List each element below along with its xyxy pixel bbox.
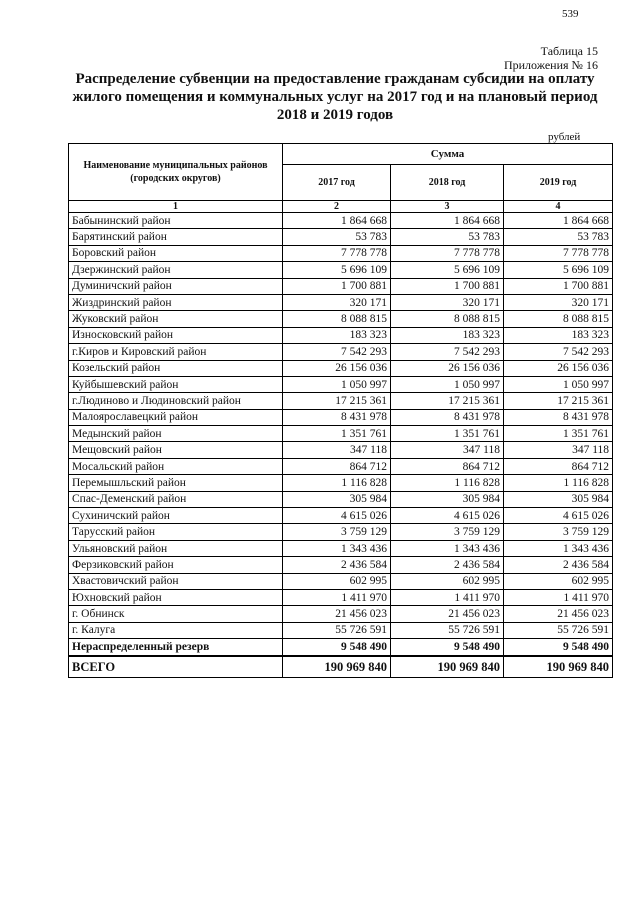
value-2017: 320 171 [283,294,391,310]
appendix-label: Приложения № 16 [503,58,598,72]
value-2019: 1 343 436 [504,540,613,556]
column-number: 2 [283,201,391,213]
value-2018: 1 411 970 [391,589,504,605]
value-2019: 2 436 584 [504,557,613,573]
value-2019: 4 615 026 [504,508,613,524]
table-row [69,442,613,458]
row-name: Мосальский район [69,458,283,474]
value-2017: 26 156 036 [283,360,391,376]
value-2019: 1 864 668 [504,213,613,229]
row-name: Спас-Деменский район [69,491,283,507]
header-2019: 2019 год [504,165,613,201]
column-numbers-row [69,201,613,213]
value-2017: 9 548 490 [283,639,391,656]
row-name: Бабынинский район [69,213,283,229]
value-2018: 4 615 026 [391,508,504,524]
value-2018: 1 700 881 [391,278,504,294]
table-label: Таблица 15 [540,44,598,58]
column-number: 3 [391,201,504,213]
value-2019: 8 431 978 [504,409,613,425]
value-2017: 1 411 970 [283,589,391,605]
value-2017: 8 088 815 [283,311,391,327]
reserve-row [69,639,613,656]
value-2019: 1 700 881 [504,278,613,294]
value-2018: 53 783 [391,229,504,245]
value-2017: 3 759 129 [283,524,391,540]
header-name: Наименование муниципальных районов (городских округов) [69,144,283,201]
row-name: г.Киров и Кировский район [69,344,283,360]
value-2019: 7 778 778 [504,245,613,261]
row-name: Мещовский район [69,442,283,458]
total-row [69,656,613,678]
table-row [69,557,613,573]
value-2018: 7 542 293 [391,344,504,360]
value-2018: 305 984 [391,491,504,507]
value-2017: 55 726 591 [283,622,391,638]
table-row [69,491,613,507]
value-2019: 1 351 761 [504,426,613,442]
value-2018: 1 864 668 [391,213,504,229]
table-row [69,426,613,442]
subsidy-table [68,143,613,678]
page-number: 539 [562,8,579,20]
row-name: г. Калуга [69,622,283,638]
value-2019: 305 984 [504,491,613,507]
value-2019: 1 050 997 [504,376,613,392]
table-row [69,376,613,392]
row-name: Барятинский район [69,229,283,245]
value-2017: 602 995 [283,573,391,589]
table-row [69,524,613,540]
value-2019: 9 548 490 [504,639,613,656]
row-name: Нераспределенный резерв [69,639,283,656]
value-2019: 864 712 [504,458,613,474]
table-row [69,508,613,524]
header-sum: Сумма [283,144,613,165]
value-2018: 1 351 761 [391,426,504,442]
row-name: Хвастовичский район [69,573,283,589]
table-row [69,458,613,474]
row-name: ВСЕГО [69,656,283,678]
value-2017: 4 615 026 [283,508,391,524]
value-2017: 305 984 [283,491,391,507]
row-name: Ульяновский район [69,540,283,556]
table-body [69,213,613,639]
table-row [69,360,613,376]
value-2019: 17 215 361 [504,393,613,409]
document-title: Распределение субвенции на предоставление гражданам субсидии на оплату жилого помещения и коммунальных услуг на 2017 год и на плановый период 2018 и 2019 годов [72,71,598,123]
row-name: г. Обнинск [69,606,283,622]
table-row [69,344,613,360]
row-name: Думиничский район [69,278,283,294]
value-2019: 183 323 [504,327,613,343]
column-number: 4 [504,201,613,213]
row-name: Боровский район [69,245,283,261]
value-2019: 7 542 293 [504,344,613,360]
table-row [69,589,613,605]
row-name: Малоярославецкий район [69,409,283,425]
value-2018: 347 118 [391,442,504,458]
value-2019: 602 995 [504,573,613,589]
value-2019: 5 696 109 [504,262,613,278]
table-row [69,245,613,261]
value-2017: 17 215 361 [283,393,391,409]
value-2017: 21 456 023 [283,606,391,622]
value-2018: 2 436 584 [391,557,504,573]
value-2018: 183 323 [391,327,504,343]
row-name: Жиздринский район [69,294,283,310]
table-row [69,278,613,294]
value-2018: 7 778 778 [391,245,504,261]
table-row [69,606,613,622]
table-row [69,573,613,589]
table-row [69,409,613,425]
value-2017: 5 696 109 [283,262,391,278]
value-2018: 8 431 978 [391,409,504,425]
value-2019: 1 116 828 [504,475,613,491]
value-2018: 602 995 [391,573,504,589]
value-2018: 1 343 436 [391,540,504,556]
value-2017: 864 712 [283,458,391,474]
value-2017: 1 343 436 [283,540,391,556]
table-row [69,229,613,245]
row-name: Ферзиковский район [69,557,283,573]
value-2018: 26 156 036 [391,360,504,376]
value-2018: 9 548 490 [391,639,504,656]
row-name: Износковский район [69,327,283,343]
value-2017: 7 778 778 [283,245,391,261]
row-name: Медынский район [69,426,283,442]
table-row [69,262,613,278]
value-2019: 55 726 591 [504,622,613,638]
value-2018: 1 116 828 [391,475,504,491]
column-number: 1 [69,201,283,213]
value-2019: 53 783 [504,229,613,245]
row-name: Жуковский район [69,311,283,327]
value-2018: 21 456 023 [391,606,504,622]
value-2018: 864 712 [391,458,504,474]
value-2017: 8 431 978 [283,409,391,425]
value-2018: 55 726 591 [391,622,504,638]
value-2017: 1 351 761 [283,426,391,442]
value-2017: 347 118 [283,442,391,458]
table-row [69,311,613,327]
row-name: Тарусский район [69,524,283,540]
value-2017: 1 864 668 [283,213,391,229]
value-2019: 320 171 [504,294,613,310]
row-name: Перемышльский район [69,475,283,491]
units-label: рублей [548,131,581,143]
header-2018: 2018 год [391,165,504,201]
row-name: г.Людиново и Людиновский район [69,393,283,409]
table-row [69,622,613,638]
value-2019: 8 088 815 [504,311,613,327]
value-2019: 3 759 129 [504,524,613,540]
table-row [69,393,613,409]
value-2017: 183 323 [283,327,391,343]
row-name: Куйбышевский район [69,376,283,392]
value-2017: 1 700 881 [283,278,391,294]
value-2017: 53 783 [283,229,391,245]
header-2017: 2017 год [283,165,391,201]
value-2018: 3 759 129 [391,524,504,540]
value-2017: 1 050 997 [283,376,391,392]
value-2018: 1 050 997 [391,376,504,392]
value-2019: 1 411 970 [504,589,613,605]
table-row [69,540,613,556]
value-2017: 2 436 584 [283,557,391,573]
row-name: Юхновский район [69,589,283,605]
value-2019: 21 456 023 [504,606,613,622]
value-2017: 190 969 840 [283,656,391,678]
row-name: Сухиничский район [69,508,283,524]
value-2019: 347 118 [504,442,613,458]
row-name: Дзержинский район [69,262,283,278]
value-2019: 190 969 840 [504,656,613,678]
value-2019: 26 156 036 [504,360,613,376]
table-row [69,475,613,491]
value-2017: 7 542 293 [283,344,391,360]
value-2018: 5 696 109 [391,262,504,278]
table-row [69,213,613,229]
value-2017: 1 116 828 [283,475,391,491]
row-name: Козельский район [69,360,283,376]
value-2018: 8 088 815 [391,311,504,327]
value-2018: 190 969 840 [391,656,504,678]
table-row [69,327,613,343]
table-row [69,294,613,310]
value-2018: 320 171 [391,294,504,310]
value-2018: 17 215 361 [391,393,504,409]
